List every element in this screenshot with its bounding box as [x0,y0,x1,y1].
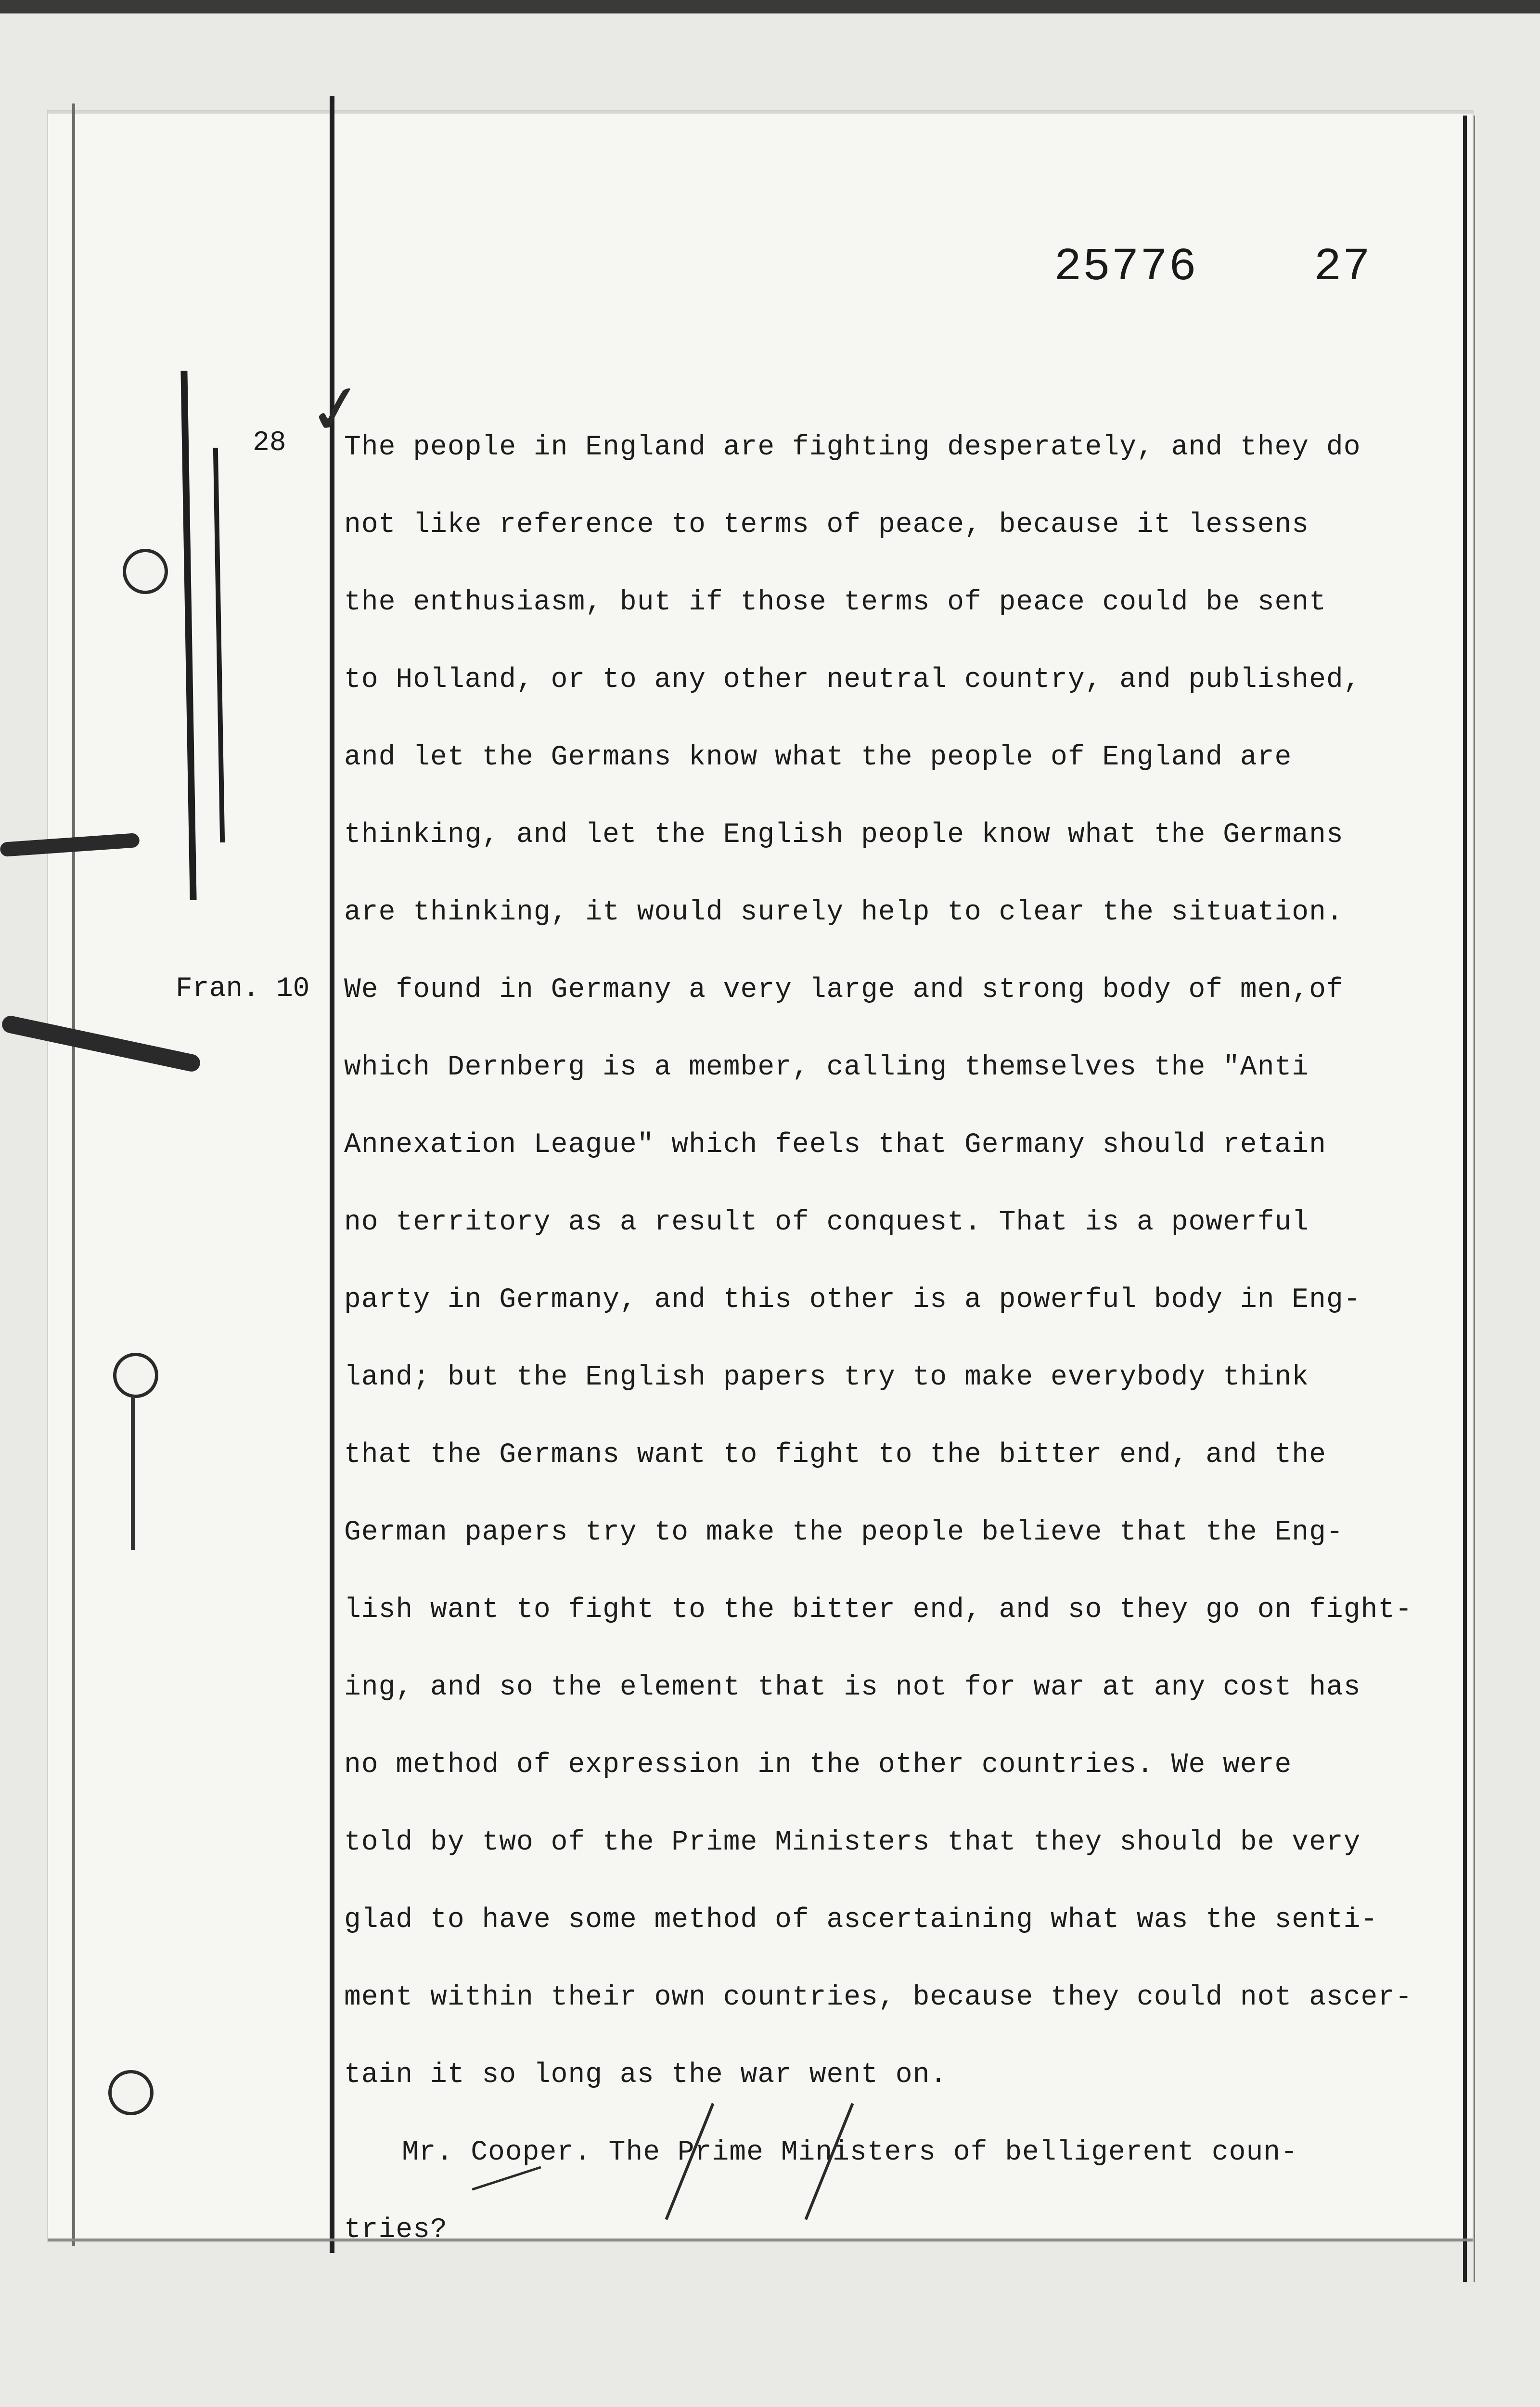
text-line: no method of expression in the other countries. We were [344,1749,1292,1781]
text-line: tries? [344,2214,448,2246]
text-line: not like reference to terms of peace, because it lessens [344,509,1309,541]
text-line: Annexation League" which feels that Germany should retain [344,1129,1326,1161]
text-line: tain it so long as the war went on. [344,2059,948,2091]
punch-hole-bottom [108,2070,154,2115]
text-line: ing, and so the element that is not for war at any cost has [344,1672,1361,1703]
sheet-right-border-shadow [1474,116,1475,2282]
text-line: German papers try to make the people believe that the Eng- [344,1517,1344,1548]
text-line: which Dernberg is a member, calling themselves the "Anti [344,1052,1309,1083]
text-line: party in Germany, and this other is a powerful body in Eng- [344,1284,1361,1316]
text-line: and let the Germans know what the people of England are [344,742,1292,773]
margin-line-number: 28 [253,427,286,459]
text-line: that the Germans want to fight to the bitter end, and the [344,1439,1326,1471]
transcript-body [344,433,1441,2293]
text-line: lish want to fight to the bitter end, and so they go on fight- [344,1594,1412,1626]
sheet-right-border [1463,116,1467,2282]
binding-edge [72,104,75,2246]
text-line: glad to have some method of ascertaining what was the senti- [344,1904,1378,1936]
text-line: We found in Germany a very large and strong body of men,of [344,974,1344,1006]
text-line: land; but the English papers try to make everybody think [344,1362,1309,1393]
text-line: no territory as a result of conquest. That is a powerful [344,1207,1309,1238]
punch-hole-top [123,549,168,594]
margin-speaker-reference: Fran. 10 [176,973,310,1005]
scan-top-edge [0,0,1540,13]
punch-hole-middle [113,1353,158,1398]
text-line: told by two of the Prime Ministers that they should be very [344,1827,1361,1858]
handwritten-mark: ✓ [303,367,370,453]
text-line: to Holland, or to any other neutral country, and published, [344,664,1361,696]
punch-hole-stem [131,1396,135,1550]
text-line: ment within their own countries, because they could not ascer- [344,1982,1412,2013]
text-line: The people in England are fighting desperately, and they do [344,432,1361,463]
text-line: are thinking, it would surely help to clear the situation. [344,897,1344,928]
document-number: 25776 [1054,241,1198,293]
page-number: 27 [1314,241,1372,293]
text-line: thinking, and let the English people know what the Germans [344,819,1344,851]
text-line: the enthusiasm, but if those terms of peace could be sent [344,587,1326,618]
speaker-line: Mr. Cooper. The Prime Ministers of belligerent coun- [402,2137,1298,2168]
